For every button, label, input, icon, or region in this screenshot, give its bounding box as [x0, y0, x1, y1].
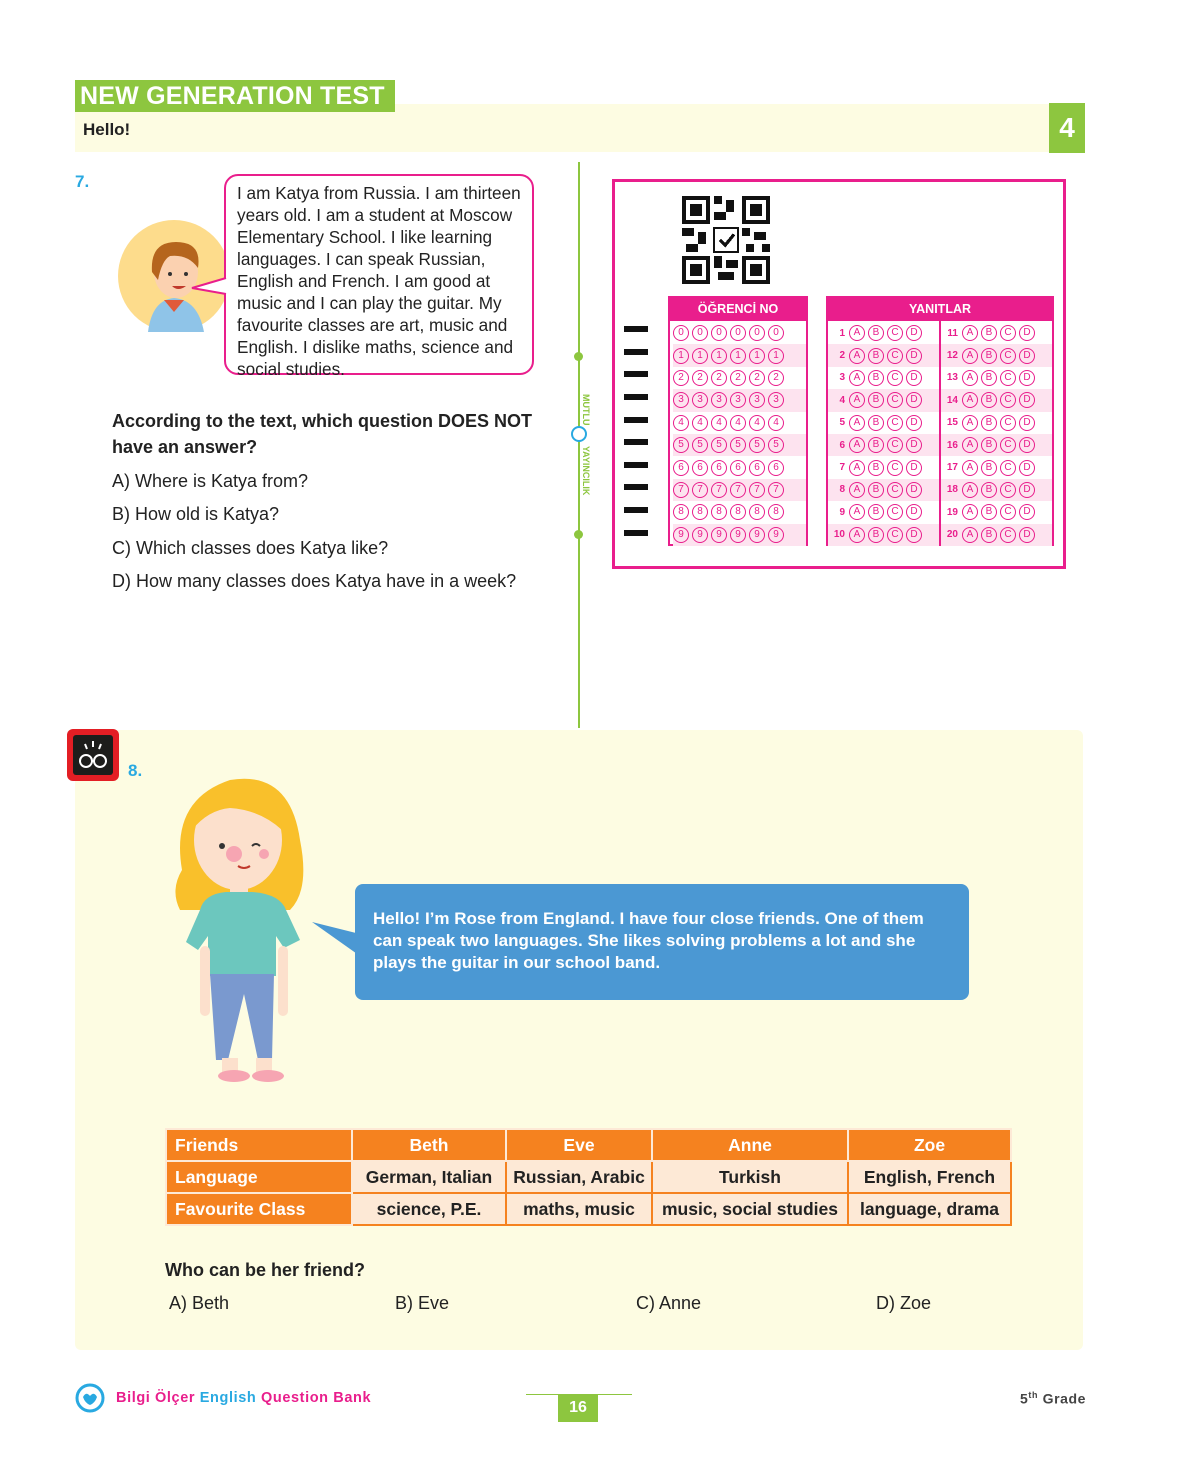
digit-bubble[interactable]: 3	[692, 392, 708, 408]
answer-bubble[interactable]: D	[1019, 460, 1035, 476]
answer-bubble[interactable]: A	[962, 527, 978, 543]
test-number-badge: 4	[1049, 103, 1085, 153]
katya-speech-text: I am Katya from Russia. I am thirteen years old. I am a student at Moscow Elementary School. I like learning languages. I can speak Russian, English and French. I am good at music and I can play the guitar. My favourite classes are art, music and English. I dislike maths, science and social studies.	[237, 183, 521, 379]
answer-bubble[interactable]: A	[962, 348, 978, 364]
digit-bubble[interactable]: 9	[749, 527, 765, 543]
answer-bubble[interactable]: D	[1019, 504, 1035, 520]
answer-row	[828, 524, 939, 546]
answer-bubble[interactable]: A	[849, 437, 865, 453]
digit-bubble[interactable]: 4	[673, 415, 689, 431]
digit-bubble[interactable]: 7	[749, 482, 765, 498]
answers-header: YANITLAR	[828, 298, 1052, 321]
answer-bubble[interactable]: B	[981, 482, 997, 498]
answer-row	[828, 344, 939, 366]
brand-top-text: MUTLU	[581, 394, 591, 426]
answer-bubble[interactable]: A	[849, 392, 865, 408]
table-header-cell: Anne	[652, 1129, 848, 1161]
answer-bubble[interactable]: C	[1000, 415, 1016, 431]
digit-bubble[interactable]: 1	[711, 348, 727, 364]
question-7-number: 7.	[75, 172, 90, 191]
digit-bubble[interactable]: 6	[673, 460, 689, 476]
answer-question-number: 7	[839, 462, 845, 474]
row-label: Language	[166, 1161, 352, 1193]
digit-bubble[interactable]: 1	[673, 348, 689, 364]
digit-bubble[interactable]: 6	[768, 460, 784, 476]
answer-bubble[interactable]: C	[887, 392, 903, 408]
answer-bubble[interactable]: B	[981, 527, 997, 543]
answer-question-number: 9	[839, 506, 845, 518]
student-number-grid	[668, 296, 808, 546]
answer-question-number: 11	[947, 327, 958, 339]
answer-question-number: 18	[946, 484, 958, 496]
answer-bubble[interactable]: A	[849, 504, 865, 520]
table-header-cell: Friends	[166, 1129, 352, 1161]
answer-bubble[interactable]: D	[906, 504, 922, 520]
answer-row	[828, 434, 939, 456]
digit-bubble[interactable]: 8	[692, 504, 708, 520]
answer-bubble[interactable]: A	[962, 482, 978, 498]
answer-bubble[interactable]: B	[868, 415, 884, 431]
answer-bubble[interactable]: C	[1000, 460, 1016, 476]
unit-title: Hello!	[83, 120, 131, 139]
grade-word: Grade	[1042, 1390, 1087, 1407]
answer-row	[941, 412, 1052, 434]
q7-option-a[interactable]: A) Where is Katya from?	[112, 471, 309, 491]
answer-question-number: 15	[946, 417, 958, 429]
table-header-cell: Beth	[352, 1129, 506, 1161]
digit-bubble[interactable]: 5	[692, 437, 708, 453]
answer-question-number: 2	[839, 350, 845, 362]
answer-bubble[interactable]: C	[1000, 437, 1016, 453]
answer-question-number: 1	[839, 327, 845, 339]
answers-grid	[826, 296, 1054, 546]
digit-bubble[interactable]: 6	[749, 460, 765, 476]
glasses-icon	[73, 735, 113, 775]
digit-bubble[interactable]: 5	[673, 437, 689, 453]
answer-bubble[interactable]: D	[906, 325, 922, 341]
q7-option-b[interactable]: B) How old is Katya?	[112, 504, 280, 524]
table-cell: language, drama	[848, 1193, 1011, 1225]
digit-bubble[interactable]: 0	[673, 325, 689, 341]
q8-option-c[interactable]: C) Anne	[636, 1293, 702, 1313]
answer-question-number: 10	[833, 529, 845, 541]
digit-bubble[interactable]: 5	[711, 437, 727, 453]
answer-bubble[interactable]: C	[1000, 370, 1016, 386]
answer-row	[941, 501, 1052, 523]
student-digit-row	[673, 479, 806, 501]
rose-speech-bubble	[355, 884, 969, 1000]
q8-option-b[interactable]: B) Eve	[395, 1293, 450, 1313]
answer-row	[941, 524, 1052, 546]
answer-question-number: 14	[946, 394, 958, 406]
answer-bubble[interactable]: D	[906, 527, 922, 543]
digit-bubble[interactable]: 9	[711, 527, 727, 543]
answer-bubble[interactable]: D	[906, 482, 922, 498]
student-digit-row	[673, 456, 806, 478]
answer-bubble[interactable]: B	[981, 325, 997, 341]
rose-illustration	[160, 760, 320, 1090]
answer-bubble[interactable]: C	[887, 504, 903, 520]
table-cell: maths, music	[506, 1193, 652, 1225]
grade-label	[1020, 1390, 1086, 1407]
table-cell: English, French	[848, 1161, 1011, 1193]
book-title-part2: English	[199, 1390, 257, 1406]
answer-bubble[interactable]: A	[962, 437, 978, 453]
digit-bubble[interactable]: 7	[768, 482, 784, 498]
answer-bubble[interactable]: B	[868, 504, 884, 520]
test-title: NEW GENERATION TEST	[75, 80, 395, 112]
table-header-row	[166, 1129, 1011, 1161]
digit-bubble[interactable]: 1	[768, 348, 784, 364]
answer-bubble[interactable]: D	[1019, 415, 1035, 431]
qr-code-icon	[682, 196, 770, 284]
question-8-text: Who can be her friend?	[165, 1260, 366, 1280]
answer-bubble[interactable]: A	[962, 415, 978, 431]
digit-bubble[interactable]: 8	[673, 504, 689, 520]
answer-row	[828, 389, 939, 411]
answer-bubble[interactable]: C	[1000, 527, 1016, 543]
q7-option-c[interactable]: C) Which classes does Katya like?	[112, 538, 389, 558]
grade-number: 5	[1020, 1390, 1029, 1407]
digit-bubble[interactable]: 5	[730, 437, 746, 453]
answer-bubble[interactable]: B	[981, 370, 997, 386]
answer-question-number: 3	[839, 372, 845, 384]
answer-row	[941, 344, 1052, 366]
q8-option-d[interactable]: D) Zoe	[876, 1293, 932, 1313]
question-8-number: 8.	[128, 761, 143, 780]
answer-bubble[interactable]: C	[887, 370, 903, 386]
answer-bubble[interactable]: C	[1000, 482, 1016, 498]
visual-reading-icon	[67, 729, 119, 781]
answer-bubble[interactable]: B	[868, 437, 884, 453]
answer-bubble[interactable]: A	[849, 527, 865, 543]
answer-bubble[interactable]: D	[1019, 437, 1035, 453]
digit-bubble[interactable]: 5	[749, 437, 765, 453]
answer-bubble[interactable]: C	[887, 482, 903, 498]
answer-row	[941, 322, 1052, 344]
answer-row	[941, 434, 1052, 456]
answer-bubble[interactable]: A	[962, 460, 978, 476]
answer-row	[941, 479, 1052, 501]
answer-question-number: 16	[946, 439, 958, 451]
rose-speech-text: Hello! I’m Rose from England. I have four close friends. One of them can speak two languages. She likes solving problems a lot and she plays the guitar in our school band.	[373, 909, 924, 972]
digit-bubble[interactable]: 4	[749, 415, 765, 431]
answer-bubble[interactable]: D	[906, 392, 922, 408]
q8-option-a[interactable]: A) Beth	[169, 1293, 230, 1313]
brand-icon	[572, 427, 586, 441]
answer-bubble[interactable]: C	[887, 437, 903, 453]
answer-bubble[interactable]: B	[868, 392, 884, 408]
answer-bubble[interactable]: A	[962, 370, 978, 386]
answer-bubble[interactable]: B	[868, 325, 884, 341]
question-7-text: According to the text, which question DOES NOT have an answer?	[112, 411, 533, 457]
digit-bubble[interactable]: 0	[749, 325, 765, 341]
book-title	[116, 1390, 371, 1406]
student-digit-row	[673, 367, 806, 389]
student-digit-row	[673, 344, 806, 366]
digit-bubble[interactable]: 8	[768, 504, 784, 520]
answer-bubble[interactable]: A	[849, 348, 865, 364]
answer-bubble[interactable]: B	[868, 460, 884, 476]
student-digit-row	[673, 524, 806, 546]
answer-row	[828, 322, 939, 344]
answer-row	[828, 456, 939, 478]
digit-bubble[interactable]: 3	[768, 392, 784, 408]
digit-bubble[interactable]: 2	[749, 370, 765, 386]
answer-row	[828, 412, 939, 434]
table-header-cell: Zoe	[848, 1129, 1011, 1161]
answer-bubble[interactable]: D	[906, 437, 922, 453]
digit-bubble[interactable]: 0	[711, 325, 727, 341]
answer-question-number: 12	[946, 350, 958, 362]
student-digit-row	[673, 389, 806, 411]
table-cell: German, Italian	[352, 1161, 506, 1193]
answer-bubble[interactable]: A	[849, 415, 865, 431]
answer-bubble[interactable]: B	[868, 348, 884, 364]
digit-bubble[interactable]: 8	[711, 504, 727, 520]
digit-bubble[interactable]: 0	[730, 325, 746, 341]
friends-table	[165, 1128, 1012, 1226]
digit-bubble[interactable]: 3	[749, 392, 765, 408]
table-header-cell: Eve	[506, 1129, 652, 1161]
digit-bubble[interactable]: 1	[749, 348, 765, 364]
answer-bubble[interactable]: B	[868, 527, 884, 543]
answer-bubble[interactable]: D	[906, 348, 922, 364]
digit-bubble[interactable]: 1	[692, 348, 708, 364]
answer-bubble[interactable]: C	[887, 348, 903, 364]
answer-bubble[interactable]: D	[1019, 370, 1035, 386]
answer-bubble[interactable]: C	[887, 460, 903, 476]
digit-bubble[interactable]: 7	[673, 482, 689, 498]
answer-row	[828, 479, 939, 501]
digit-bubble[interactable]: 0	[692, 325, 708, 341]
answer-bubble[interactable]: D	[1019, 325, 1035, 341]
digit-bubble[interactable]: 6	[730, 460, 746, 476]
answer-bubble[interactable]: D	[1019, 527, 1035, 543]
answer-bubble[interactable]: A	[849, 370, 865, 386]
digit-bubble[interactable]: 2	[673, 370, 689, 386]
answer-bubble[interactable]: D	[1019, 392, 1035, 408]
grade-suffix: th	[1028, 1390, 1039, 1400]
answer-bubble[interactable]: B	[981, 437, 997, 453]
answer-bubble[interactable]: C	[1000, 325, 1016, 341]
answer-bubble[interactable]: A	[962, 504, 978, 520]
brand-bottom-text: YAYINCILIK	[581, 446, 591, 496]
book-title-part3: Question Bank	[260, 1390, 372, 1406]
digit-bubble[interactable]: 4	[730, 415, 746, 431]
digit-bubble[interactable]: 2	[730, 370, 746, 386]
answer-question-number: 19	[946, 506, 958, 518]
table-cell: Turkish	[652, 1161, 848, 1193]
digit-bubble[interactable]: 3	[730, 392, 746, 408]
digit-bubble[interactable]: 6	[692, 460, 708, 476]
digit-bubble[interactable]: 0	[768, 325, 784, 341]
row-label: Favourite Class	[166, 1193, 352, 1225]
divider-dot	[574, 530, 583, 539]
katya-speech-bubble	[224, 174, 534, 379]
digit-bubble[interactable]: 9	[730, 527, 746, 543]
answer-bubble[interactable]: C	[1000, 348, 1016, 364]
publisher-logo-icon	[75, 1383, 105, 1413]
digit-bubble[interactable]: 7	[730, 482, 746, 498]
answer-row	[941, 456, 1052, 478]
student-number-header: ÖĞRENCİ NO	[670, 298, 806, 321]
student-digit-row	[673, 322, 806, 344]
answer-bubble[interactable]: D	[906, 460, 922, 476]
digit-bubble[interactable]: 2	[768, 370, 784, 386]
digit-bubble[interactable]: 3	[673, 392, 689, 408]
answer-row	[941, 367, 1052, 389]
answer-question-number: 6	[839, 439, 845, 451]
answer-bubble[interactable]: C	[1000, 392, 1016, 408]
answer-bubble[interactable]: D	[906, 415, 922, 431]
answer-question-number: 17	[946, 462, 958, 474]
digit-bubble[interactable]: 4	[692, 415, 708, 431]
answer-question-number: 4	[839, 394, 845, 406]
answer-bubble[interactable]: A	[849, 460, 865, 476]
table-cell: science, P.E.	[352, 1193, 506, 1225]
digit-bubble[interactable]: 9	[673, 527, 689, 543]
book-title-part1: Bilgi Ölçer	[116, 1390, 196, 1406]
answer-bubble[interactable]: B	[868, 482, 884, 498]
student-digit-row	[673, 501, 806, 523]
answer-row	[828, 367, 939, 389]
digit-bubble[interactable]: 7	[711, 482, 727, 498]
answer-row	[941, 389, 1052, 411]
q7-option-d[interactable]: D) How many classes does Katya have in a week?	[112, 571, 517, 591]
digit-bubble[interactable]: 2	[711, 370, 727, 386]
digit-bubble[interactable]: 9	[768, 527, 784, 543]
answer-bubble[interactable]: A	[849, 325, 865, 341]
answer-bubble[interactable]: B	[981, 460, 997, 476]
answer-bubble[interactable]: B	[868, 370, 884, 386]
answer-bubble[interactable]: C	[887, 325, 903, 341]
digit-bubble[interactable]: 1	[730, 348, 746, 364]
table-cell: music, social studies	[652, 1193, 848, 1225]
answer-bubble[interactable]: A	[962, 325, 978, 341]
answer-bubble[interactable]: B	[981, 415, 997, 431]
table-row	[166, 1193, 1011, 1225]
digit-bubble[interactable]: 7	[692, 482, 708, 498]
answer-question-number: 5	[839, 417, 845, 429]
digit-bubble[interactable]: 3	[711, 392, 727, 408]
digit-bubble[interactable]: 4	[711, 415, 727, 431]
answer-bubble[interactable]: B	[981, 348, 997, 364]
answer-bubble[interactable]: C	[1000, 504, 1016, 520]
bubble-tail	[190, 276, 230, 300]
answer-bubble[interactable]: A	[849, 482, 865, 498]
answer-question-number: 20	[946, 529, 958, 541]
answer-bubble[interactable]: D	[1019, 482, 1035, 498]
digit-bubble[interactable]: 8	[730, 504, 746, 520]
page-number: 16	[558, 1394, 598, 1422]
digit-bubble[interactable]: 6	[711, 460, 727, 476]
table-cell: Russian, Arabic	[506, 1161, 652, 1193]
answer-bubble[interactable]: B	[981, 392, 997, 408]
answer-question-number: 8	[839, 484, 845, 496]
student-digit-row	[673, 412, 806, 434]
answer-bubble[interactable]: C	[887, 415, 903, 431]
answer-bubble[interactable]: D	[906, 370, 922, 386]
answer-bubble[interactable]: B	[981, 504, 997, 520]
answer-bubble[interactable]: D	[1019, 348, 1035, 364]
digit-bubble[interactable]: 5	[768, 437, 784, 453]
timing-marks	[624, 326, 648, 536]
answer-row	[828, 501, 939, 523]
digit-bubble[interactable]: 2	[692, 370, 708, 386]
answer-bubble[interactable]: A	[962, 392, 978, 408]
divider-dot	[574, 352, 583, 361]
digit-bubble[interactable]: 8	[749, 504, 765, 520]
student-digit-row	[673, 434, 806, 456]
answer-question-number: 13	[946, 372, 958, 384]
table-row	[166, 1161, 1011, 1193]
digit-bubble[interactable]: 9	[692, 527, 708, 543]
answer-bubble[interactable]: C	[887, 527, 903, 543]
digit-bubble[interactable]: 4	[768, 415, 784, 431]
